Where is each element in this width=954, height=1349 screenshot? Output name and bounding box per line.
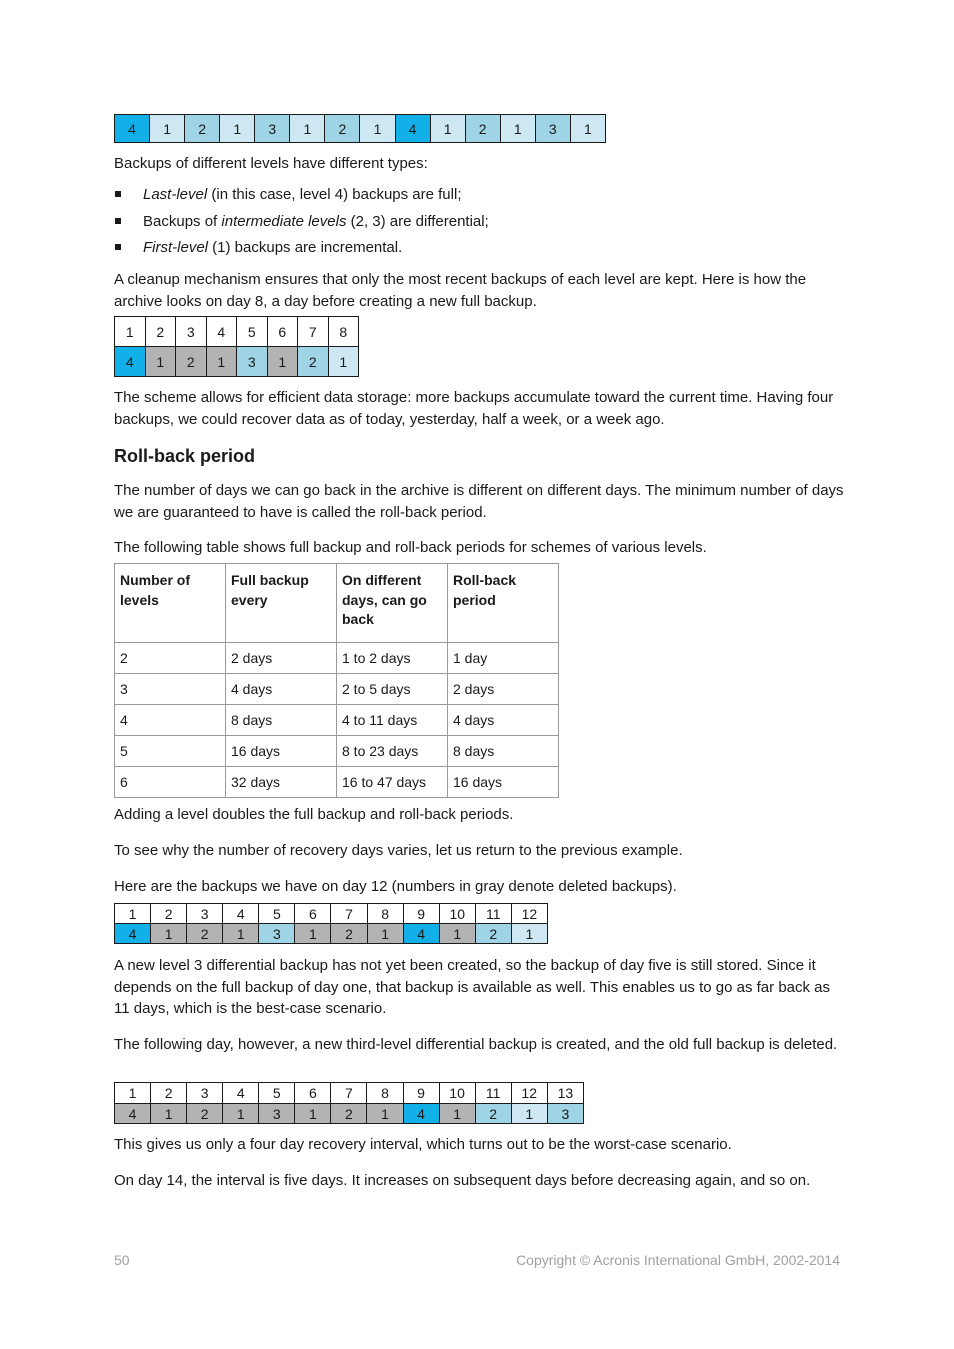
level-cell: 1 bbox=[439, 924, 475, 944]
table-cell: 16 to 47 days bbox=[337, 767, 448, 798]
table-row bbox=[115, 643, 559, 674]
bullet-text: (1) backups are incremental. bbox=[208, 239, 403, 256]
seq-cell: 4 bbox=[395, 115, 430, 143]
level-cell: 2 bbox=[176, 347, 207, 377]
table-cell: 8 days bbox=[448, 736, 559, 767]
level-cell: 1 bbox=[328, 347, 359, 377]
seq-cell: 2 bbox=[465, 115, 500, 143]
table-header-cell: Number of levels bbox=[115, 564, 226, 643]
bullet-emphasis: First-level bbox=[143, 239, 209, 256]
table-row bbox=[115, 767, 559, 798]
table-cell: 1 day bbox=[448, 643, 559, 674]
day-cell: 4 bbox=[223, 1083, 259, 1104]
cleanup-paragraph: A cleanup mechanism ensures that only the most recent backups of each level are kept. Here is how the archive looks on day 8, a day before creating a new full backup. bbox=[114, 271, 807, 310]
level-cell: 2 bbox=[475, 924, 511, 944]
level-cell: 2 bbox=[298, 347, 329, 377]
level-cell: 4 bbox=[403, 1104, 439, 1124]
day-cell: 4 bbox=[223, 904, 259, 924]
day-cell: 9 bbox=[403, 904, 439, 924]
day-cell: 11 bbox=[475, 1083, 511, 1104]
table-cell: 6 bbox=[115, 767, 226, 798]
top-sequence-strip bbox=[114, 114, 606, 143]
level-cell: 3 bbox=[237, 347, 268, 377]
day-cell: 3 bbox=[187, 904, 223, 924]
day-cell: 4 bbox=[206, 317, 237, 347]
day-cell: 10 bbox=[439, 904, 475, 924]
table-header-cell: Full backup every bbox=[226, 564, 337, 643]
bullet-text: (2, 3) are differential; bbox=[346, 212, 489, 230]
table-cell: 2 to 5 days bbox=[337, 674, 448, 705]
list-item bbox=[114, 211, 834, 238]
day-cell: 6 bbox=[295, 904, 331, 924]
level-cell: 1 bbox=[511, 924, 547, 944]
list-item bbox=[114, 237, 834, 264]
bullet-emphasis: intermediate levels bbox=[221, 212, 347, 230]
day-cell: 11 bbox=[475, 904, 511, 924]
seq-cell: 3 bbox=[255, 115, 290, 143]
seq-cell: 1 bbox=[570, 115, 605, 143]
day-cell: 7 bbox=[298, 317, 329, 347]
table-cell: 8 to 23 days bbox=[337, 736, 448, 767]
table-cell: 1 to 2 days bbox=[337, 643, 448, 674]
day-cell: 8 bbox=[367, 904, 403, 924]
day-cell: 13 bbox=[547, 1083, 583, 1104]
seq-cell: 1 bbox=[430, 115, 465, 143]
why-paragraph: To see why the number of recovery days varies, let us return to the previous example. bbox=[114, 842, 683, 859]
seq-cell: 1 bbox=[500, 115, 535, 143]
bullet-icon bbox=[115, 218, 121, 224]
day12-explanation: A new level 3 differential backup has not yet been created, so the backup of day five is still stored. Since it depends on the full backup of day one, that backup is available as well. This enables us to go as far back as 11 days, which is the best-case scenario. bbox=[114, 957, 831, 1017]
level-cell: 1 bbox=[439, 1104, 475, 1124]
seq-cell: 1 bbox=[150, 115, 185, 143]
bullet-text: Backups of bbox=[143, 212, 222, 230]
level-cell: 2 bbox=[475, 1104, 511, 1124]
rollback-paragraph: The number of days we can go back in the archive is different on different days. The minimum number of days we are guaranteed to have is called the roll-back period. bbox=[114, 482, 844, 521]
day-cell: 10 bbox=[439, 1083, 475, 1104]
day12-table bbox=[114, 903, 548, 944]
table-row bbox=[115, 674, 559, 705]
level-cell: 1 bbox=[267, 347, 298, 377]
table-cell: 8 days bbox=[226, 705, 337, 736]
day-cell: 7 bbox=[331, 904, 367, 924]
seq-cell: 1 bbox=[290, 115, 325, 143]
day14-paragraph: On day 14, the interval is five days. It increases on subsequent days before decreasing again, and so on. bbox=[114, 1172, 811, 1189]
level-cell: 1 bbox=[367, 1104, 403, 1124]
table-row bbox=[115, 736, 559, 767]
level-cell: 1 bbox=[151, 924, 187, 944]
seq-cell: 2 bbox=[185, 115, 220, 143]
level-cell: 1 bbox=[145, 347, 176, 377]
level-cell: 3 bbox=[547, 1104, 583, 1124]
level-cell: 1 bbox=[223, 1104, 259, 1124]
bullet-emphasis: Last-level bbox=[143, 186, 208, 203]
bullet-icon bbox=[115, 244, 121, 250]
day-cell: 1 bbox=[115, 317, 146, 347]
day-cell: 8 bbox=[367, 1083, 403, 1104]
seq-cell: 1 bbox=[360, 115, 395, 143]
worst-case-paragraph: This gives us only a four day recovery interval, which turns out to be the worst-case scenario. bbox=[114, 1136, 732, 1153]
table-cell: 32 days bbox=[226, 767, 337, 798]
copyright-notice: Copyright © Acronis International GmbH, 2002-2014 bbox=[516, 1252, 840, 1268]
table-cell: 16 days bbox=[448, 767, 559, 798]
day-cell: 5 bbox=[237, 317, 268, 347]
table-row bbox=[115, 705, 559, 736]
day13-table bbox=[114, 1082, 584, 1124]
table-cell: 4 days bbox=[226, 674, 337, 705]
table-cell: 3 bbox=[115, 674, 226, 705]
day-cell: 5 bbox=[259, 904, 295, 924]
table-cell: 2 days bbox=[226, 643, 337, 674]
day-cell: 3 bbox=[187, 1083, 223, 1104]
seq-cell: 4 bbox=[115, 115, 150, 143]
bullet-text: (in this case, level 4) backups are full; bbox=[207, 186, 462, 203]
level-cell: 1 bbox=[206, 347, 237, 377]
bullet-icon bbox=[115, 191, 121, 197]
level-cell: 2 bbox=[187, 1104, 223, 1124]
level-cell: 1 bbox=[511, 1104, 547, 1124]
day13-intro: The following day, however, a new third-level differential backup is created, and the old full backup is deleted. bbox=[114, 1036, 838, 1053]
seq-cell: 1 bbox=[220, 115, 255, 143]
level-cell: 2 bbox=[331, 1104, 367, 1124]
day-cell: 6 bbox=[267, 317, 298, 347]
day-cell: 7 bbox=[331, 1083, 367, 1104]
table-header-row bbox=[115, 564, 559, 643]
periods-table bbox=[114, 563, 559, 798]
day-cell: 12 bbox=[511, 904, 547, 924]
backup-types-list bbox=[114, 184, 834, 264]
level-cell: 1 bbox=[295, 924, 331, 944]
level-cell: 1 bbox=[295, 1104, 331, 1124]
level-cell: 4 bbox=[115, 347, 146, 377]
level-cell: 3 bbox=[259, 1104, 295, 1124]
seq-cell: 2 bbox=[325, 115, 360, 143]
day-cell: 12 bbox=[511, 1083, 547, 1104]
level-cell: 3 bbox=[259, 924, 295, 944]
day-cell: 2 bbox=[151, 1083, 187, 1104]
table-cell: 4 days bbox=[448, 705, 559, 736]
day-cell: 5 bbox=[259, 1083, 295, 1104]
level-cell: 2 bbox=[331, 924, 367, 944]
day8-table bbox=[114, 316, 359, 377]
day-cell: 3 bbox=[176, 317, 207, 347]
day-cell: 9 bbox=[403, 1083, 439, 1104]
table-cell: 16 days bbox=[226, 736, 337, 767]
table-cell: 2 bbox=[115, 643, 226, 674]
page-number: 50 bbox=[114, 1252, 130, 1268]
day12-intro: Here are the backups we have on day 12 (numbers in gray denote deleted backups). bbox=[114, 878, 677, 895]
day-cell: 2 bbox=[145, 317, 176, 347]
backup-types-intro: Backups of different levels have different types: bbox=[114, 155, 428, 172]
list-item bbox=[114, 184, 834, 211]
doubles-paragraph: Adding a level doubles the full backup and roll-back periods. bbox=[114, 806, 514, 823]
day-cell: 2 bbox=[151, 904, 187, 924]
level-cell: 1 bbox=[223, 924, 259, 944]
level-cell: 1 bbox=[367, 924, 403, 944]
day-cell: 1 bbox=[115, 1083, 151, 1104]
table-cell: 4 bbox=[115, 705, 226, 736]
table-header-cell: Roll-back period bbox=[448, 564, 559, 643]
table-cell: 5 bbox=[115, 736, 226, 767]
table-cell: 2 days bbox=[448, 674, 559, 705]
level-cell: 4 bbox=[115, 924, 151, 944]
day-cell: 6 bbox=[295, 1083, 331, 1104]
day-cell: 8 bbox=[328, 317, 359, 347]
seq-cell: 3 bbox=[535, 115, 570, 143]
day-cell: 1 bbox=[115, 904, 151, 924]
level-cell: 1 bbox=[151, 1104, 187, 1124]
scheme-paragraph: The scheme allows for efficient data storage: more backups accumulate toward the current time. Having four backups, we could recover data as of today, yesterday, half a week, or a week ago. bbox=[114, 389, 834, 428]
level-cell: 4 bbox=[115, 1104, 151, 1124]
section-heading: Roll-back period bbox=[114, 446, 256, 466]
level-cell: 2 bbox=[187, 924, 223, 944]
table-intro: The following table shows full backup and roll-back periods for schemes of various levels. bbox=[114, 539, 707, 556]
table-cell: 4 to 11 days bbox=[337, 705, 448, 736]
table-header-cell: On different days, can go back bbox=[337, 564, 448, 643]
level-cell: 4 bbox=[403, 924, 439, 944]
